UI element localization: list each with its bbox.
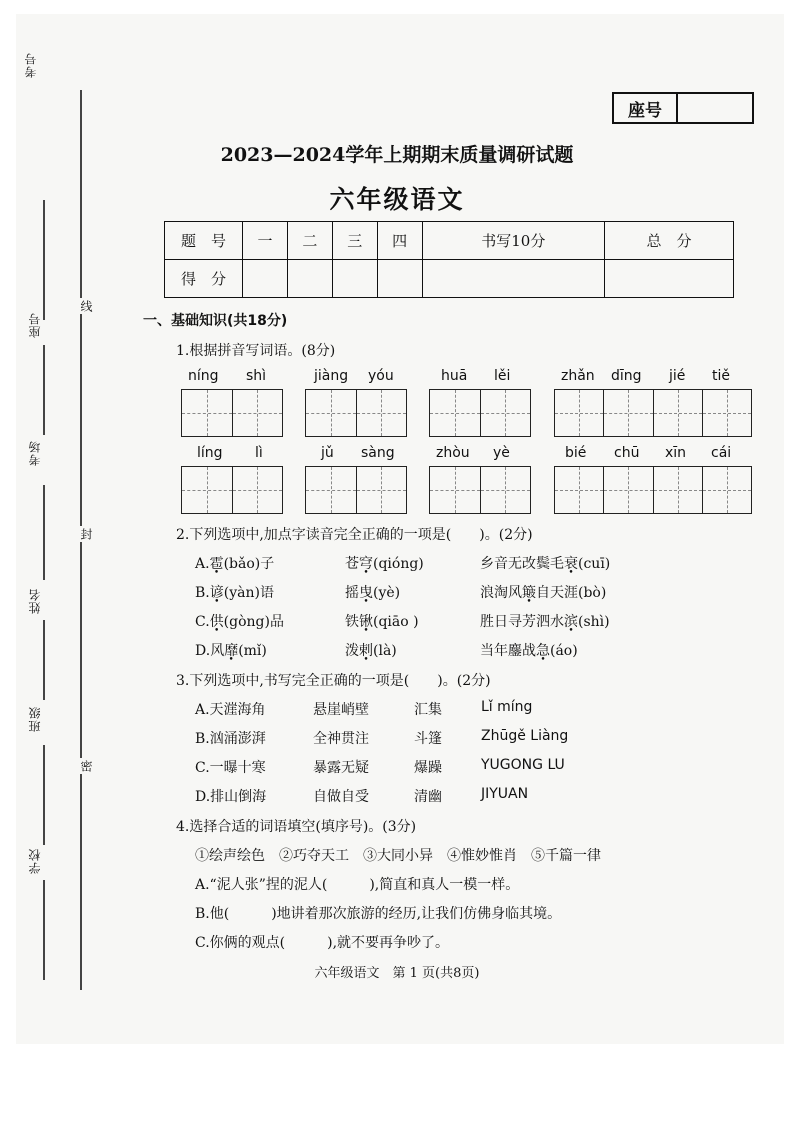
pinyin: jǔ xyxy=(321,445,334,461)
q2-option-d-word1[interactable]: D.风靡(mǐ) xyxy=(195,643,267,659)
margin-label-seat: 座号 xyxy=(28,312,42,338)
margin-blank xyxy=(43,745,45,845)
q2-option-b-word3: 浪淘风簸自天涯(bò) xyxy=(480,585,607,601)
score-table xyxy=(164,221,734,298)
margin-label-room: 考场 xyxy=(28,440,42,466)
q3-option-a[interactable]: A.天漄海角 xyxy=(195,702,266,718)
score-header-cell: 一 xyxy=(243,222,288,260)
seat-number-blank[interactable] xyxy=(678,94,752,122)
seal-char-seal: 封 xyxy=(79,528,93,540)
q3-option-d-word3: 清幽 xyxy=(414,789,442,805)
pinyin: jié xyxy=(669,368,686,384)
pinyin: zhǎn xyxy=(561,368,595,384)
score-header-cell: 书写10分 xyxy=(422,222,604,260)
question-2-prompt: 2.下列选项中,加点字读音完全正确的一项是( )。(2分) xyxy=(176,527,533,543)
score-cell[interactable] xyxy=(422,260,604,298)
q3-option-d[interactable]: D.排山倒海 xyxy=(195,789,267,805)
pinyin: tiě xyxy=(712,368,730,384)
q2-option-a-word1[interactable]: A.雹(bǎo)子 xyxy=(195,556,275,572)
score-header-cell: 二 xyxy=(287,222,332,260)
q3-option-d-pinyin: JIYUAN xyxy=(481,786,529,802)
pinyin: níng xyxy=(188,368,219,384)
q4-item-c[interactable]: C.你俩的观点( ),就不要再争吵了。 xyxy=(195,935,450,951)
margin-label-exam-no: 考号 xyxy=(24,52,38,78)
pinyin: huā xyxy=(441,368,468,384)
q3-option-b[interactable]: B.汹涌澎湃 xyxy=(195,731,266,747)
score-header-cell: 总 分 xyxy=(605,222,734,260)
writing-grid[interactable] xyxy=(429,389,531,437)
margin-blank xyxy=(43,485,45,580)
seal-char-line: 线 xyxy=(79,300,93,312)
seat-number-label: 座号 xyxy=(614,94,678,122)
score-header-cell: 四 xyxy=(377,222,422,260)
pinyin: jiàng xyxy=(314,368,349,384)
pinyin: cái xyxy=(711,445,732,461)
margin-blank xyxy=(43,620,45,700)
pinyin: shì xyxy=(246,368,267,384)
exam-title: 2023—2024学年上期期末质量调研试题 xyxy=(220,144,574,166)
pinyin: xīn xyxy=(665,445,687,461)
q2-option-c-word1[interactable]: C.供(gòng)品 xyxy=(195,614,284,630)
score-cell[interactable] xyxy=(243,260,288,298)
q4-item-a[interactable]: A.“泥人张”捏的泥人( ),简直和真人一模一样。 xyxy=(195,877,520,893)
pinyin: líng xyxy=(197,445,223,461)
seat-number-box xyxy=(612,92,754,124)
q3-option-c-word3: 爆躁 xyxy=(414,760,442,776)
q3-option-d-word2: 自做自受 xyxy=(313,789,369,805)
question-1-prompt: 1.根据拼音写词语。(8分) xyxy=(176,343,336,359)
margin-label-name: 姓名 xyxy=(28,588,42,614)
q3-option-c-pinyin: YUGONG LU xyxy=(481,757,565,773)
q2-option-d-word2: 泼剌(là) xyxy=(345,643,397,659)
q2-option-b-word2: 摇曳(yè) xyxy=(345,585,401,601)
question-4-prompt: 4.选择合适的词语填空(填序号)。(3分) xyxy=(176,819,417,835)
q4-item-b[interactable]: B.他( )地讲着那次旅游的经历,让我们仿佛身临其境。 xyxy=(195,906,562,922)
margin-blank xyxy=(43,200,45,320)
pinyin: bié xyxy=(565,445,587,461)
score-cell[interactable] xyxy=(287,260,332,298)
pinyin: yóu xyxy=(368,368,394,384)
q3-option-c[interactable]: C.一曝十寒 xyxy=(195,760,266,776)
writing-grid[interactable] xyxy=(305,389,407,437)
score-table-header-row xyxy=(165,222,734,260)
pinyin: zhòu xyxy=(436,445,470,461)
page-footer: 六年级语文 第 1 页(共8页) xyxy=(314,966,480,981)
writing-grid[interactable] xyxy=(429,466,531,514)
q2-option-c-word2: 铁锹(qiāo ) xyxy=(345,614,419,630)
margin-label-class: 班级 xyxy=(28,706,42,732)
pinyin: yè xyxy=(493,445,510,461)
writing-grid[interactable] xyxy=(554,466,752,514)
writing-grid[interactable] xyxy=(181,389,283,437)
q3-option-b-word2: 全神贯注 xyxy=(313,731,369,747)
q3-option-a-word3: 汇集 xyxy=(414,702,442,718)
pinyin: sàng xyxy=(361,445,395,461)
q2-option-a-word2: 苍穹(qióng) xyxy=(345,556,424,572)
q3-option-a-pinyin: Lǐ míng xyxy=(481,699,533,715)
q3-option-b-word3: 斗篷 xyxy=(414,731,442,747)
pinyin: lěi xyxy=(494,368,511,384)
q2-option-c-word3: 胜日寻芳泗水滨(shì) xyxy=(480,614,610,630)
score-cell[interactable] xyxy=(377,260,422,298)
score-cell[interactable] xyxy=(332,260,377,298)
score-table-score-row xyxy=(165,260,734,298)
margin-blank xyxy=(43,345,45,435)
q4-word-choices: ①绘声绘色 ②巧夺天工 ③大同小异 ④惟妙惟肖 ⑤千篇一律 xyxy=(195,848,601,864)
seal-char-secret: 密 xyxy=(79,760,93,772)
score-header-cell: 题 号 xyxy=(165,222,243,260)
pinyin: chū xyxy=(614,445,640,461)
score-row-label: 得 分 xyxy=(165,260,243,298)
q3-option-c-word2: 暴露无疑 xyxy=(313,760,369,776)
exam-subject: 六年级语文 xyxy=(329,185,465,214)
q2-option-d-word3: 当年鏖战急(áo) xyxy=(480,643,578,659)
writing-grid[interactable] xyxy=(554,389,752,437)
q3-option-b-pinyin: Zhūgě Liàng xyxy=(481,728,569,744)
score-cell[interactable] xyxy=(605,260,734,298)
pinyin: lì xyxy=(255,445,263,461)
q2-option-b-word1[interactable]: B.谚(yàn)语 xyxy=(195,585,274,601)
writing-grid[interactable] xyxy=(181,466,283,514)
margin-label-school: 学校 xyxy=(28,848,42,874)
q3-option-a-word2: 悬崖峭壁 xyxy=(313,702,369,718)
score-header-cell: 三 xyxy=(332,222,377,260)
pinyin: dīng xyxy=(611,368,642,384)
q2-option-a-word3: 乡音无改鬓毛衰(cuī) xyxy=(480,556,611,572)
question-3-prompt: 3.下列选项中,书写完全正确的一项是( )。(2分) xyxy=(176,673,491,689)
writing-grid[interactable] xyxy=(305,466,407,514)
section-heading: 一、基础知识(共18分) xyxy=(143,313,288,329)
